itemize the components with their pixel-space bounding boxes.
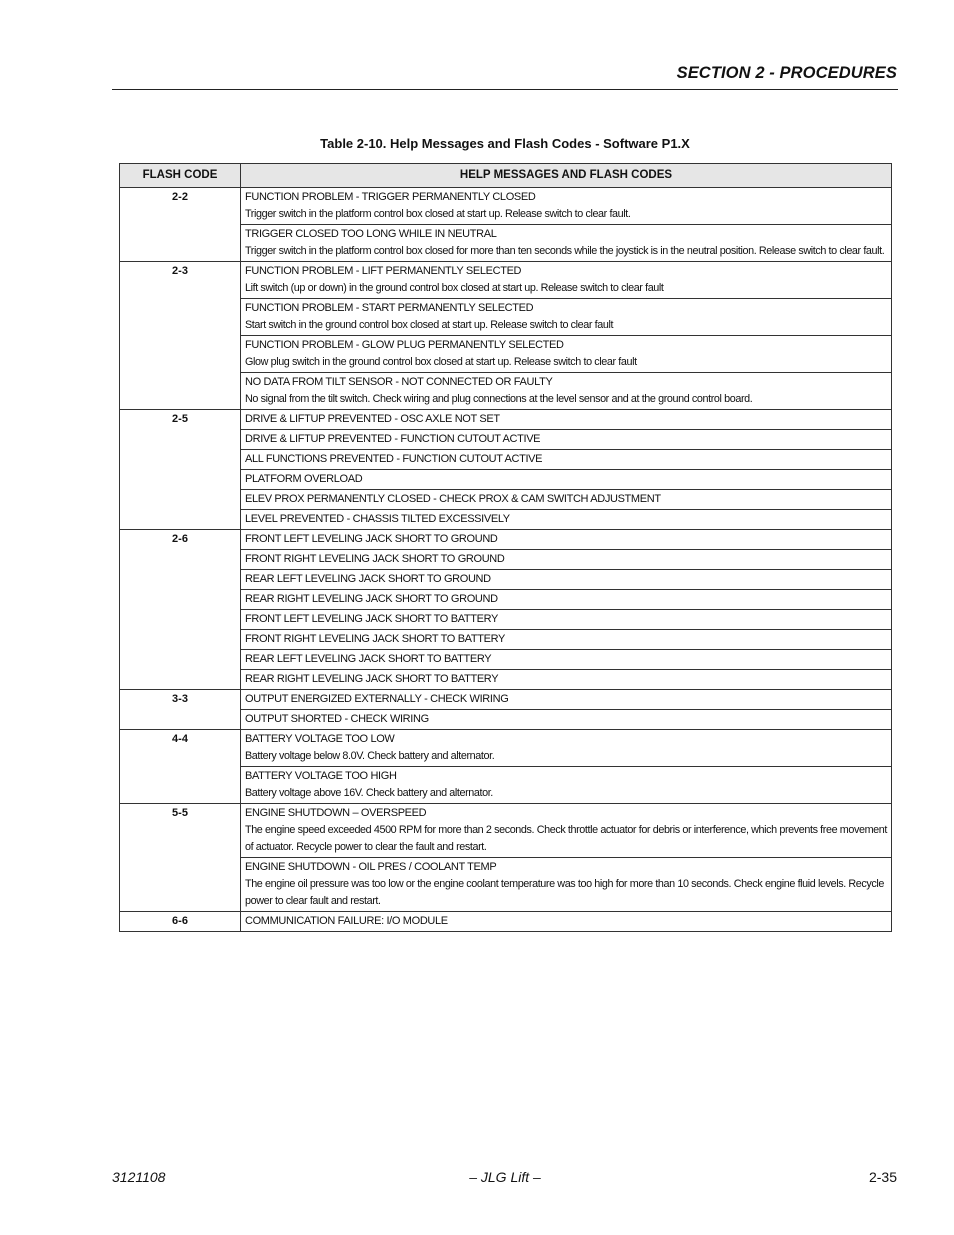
help-message-title: BATTERY VOLTAGE TOO LOW [245,733,395,745]
help-message-title: REAR RIGHT LEVELING JACK SHORT TO BATTERY [245,673,499,685]
help-message-cell [241,804,892,858]
flash-code-cell: 2-2 [120,188,241,262]
help-message-cell [241,550,892,570]
help-message-title: ELEV PROX PERMANENTLY CLOSED - CHECK PROX & CAM SWITCH ADJUSTMENT [245,493,661,505]
help-message-cell [241,610,892,630]
help-message-title: OUTPUT SHORTED - CHECK WIRING [245,713,429,725]
help-message-description: Glow plug switch in the ground control box closed at start up. Release switch to clear fault [245,356,637,368]
help-message-cell [241,570,892,590]
help-message-title: BATTERY VOLTAGE TOO HIGH [245,770,397,782]
help-message-cell [241,299,892,336]
help-message-title: FUNCTION PROBLEM - LIFT PERMANENTLY SELECTED [245,265,522,277]
footer-doc-number: 3121108 [112,1169,166,1185]
help-message-cell [241,912,892,932]
help-message-cell [241,710,892,730]
table-row [120,410,892,430]
help-message-title: PLATFORM OVERLOAD [245,473,363,485]
help-message-title: FUNCTION PROBLEM - START PERMANENTLY SELECTED [245,302,534,314]
flash-code-cell: 6-6 [120,912,241,932]
flash-code-cell: 5-5 [120,804,241,912]
help-message-title: NO DATA FROM TILT SENSOR - NOT CONNECTED OR FAULTY [245,376,553,388]
help-message-cell [241,336,892,373]
help-message-cell [241,225,892,262]
help-message-description: Lift switch (up or down) in the ground control box closed at start up. Release switch to clear fault [245,282,664,294]
help-message-title: REAR LEFT LEVELING JACK SHORT TO GROUND [245,573,491,585]
help-message-description: Trigger switch in the platform control box closed for more than ten seconds while the joystick is in the neutral position. Release switch to clear fault. [245,245,885,257]
help-message-cell [241,730,892,767]
footer-publisher: – JLG Lift – [469,1169,541,1185]
table-row [120,188,892,225]
help-message-cell [241,590,892,610]
help-message-title: FRONT RIGHT LEVELING JACK SHORT TO GROUND [245,553,505,565]
flash-code-cell: 2-5 [120,410,241,530]
table-body [120,188,892,932]
table-row [120,912,892,932]
table-header-row [120,164,892,188]
help-message-title: LEVEL PREVENTED - CHASSIS TILTED EXCESSIVELY [245,513,510,525]
flash-codes-table [119,163,892,932]
column-header-flash-code: FLASH CODE [120,164,241,188]
help-message-title: FUNCTION PROBLEM - TRIGGER PERMANENTLY CLOSED [245,191,536,203]
help-message-title: DRIVE & LIFTUP PREVENTED - OSC AXLE NOT SET [245,413,500,425]
footer-page-number: 2-35 [868,1169,897,1185]
help-message-title: TRIGGER CLOSED TOO LONG WHILE IN NEUTRAL [245,228,497,240]
help-message-title: FRONT LEFT LEVELING JACK SHORT TO GROUND [245,533,498,545]
help-message-cell [241,530,892,550]
help-message-title: COMMUNICATION FAILURE: I/O MODULE [245,915,448,927]
help-message-description: Start switch in the ground control box closed at start up. Release switch to clear fault [245,319,614,331]
help-message-title: FRONT RIGHT LEVELING JACK SHORT TO BATTERY [245,633,505,645]
help-message-cell [241,373,892,410]
flash-code-cell: 3-3 [120,690,241,730]
help-message-cell [241,767,892,804]
help-message-title: ENGINE SHUTDOWN - OIL PRES / COOLANT TEMP [245,861,497,873]
help-message-cell [241,188,892,225]
help-message-description: The engine speed exceeded 4500 RPM for more than 2 seconds. Check throttle actuator for debris or interference, which prevents free movement of actuator. Recycle power to clear the fault and restart. [245,824,887,853]
help-message-title: ENGINE SHUTDOWN – OVERSPEED [245,807,427,819]
help-message-description: No signal from the tilt switch. Check wiring and plug connections at the level sensor and at the ground control board. [245,393,753,405]
help-message-cell [241,410,892,430]
help-message-title: REAR RIGHT LEVELING JACK SHORT TO GROUND [245,593,498,605]
help-message-cell [241,690,892,710]
help-message-description: Battery voltage below 8.0V. Check battery and alternator. [245,750,495,762]
help-message-title: ALL FUNCTIONS PREVENTED - FUNCTION CUTOUT ACTIVE [245,453,543,465]
help-message-cell [241,430,892,450]
help-message-cell [241,630,892,650]
help-message-cell [241,490,892,510]
flash-code-cell: 2-6 [120,530,241,690]
help-message-cell [241,858,892,912]
help-message-description: Trigger switch in the platform control box closed at start up. Release switch to clear fault. [245,208,631,220]
help-message-title: OUTPUT ENERGIZED EXTERNALLY - CHECK WIRING [245,693,509,705]
help-message-title: REAR LEFT LEVELING JACK SHORT TO BATTERY [245,653,492,665]
help-message-cell [241,262,892,299]
help-message-title: FUNCTION PROBLEM - GLOW PLUG PERMANENTLY SELECTED [245,339,564,351]
help-message-title: DRIVE & LIFTUP PREVENTED - FUNCTION CUTOUT ACTIVE [245,433,541,445]
help-message-cell [241,650,892,670]
table-row [120,262,892,299]
help-message-cell [241,670,892,690]
table-title: Table 2-10. Help Messages and Flash Codes - Software P1.X [320,136,690,151]
help-message-description: The engine oil pressure was too low or the engine coolant temperature was too high for more than 10 seconds. Check engine fluid levels. Recycle power to clear fault and restart. [245,878,884,907]
help-message-cell [241,510,892,530]
column-header-help-messages: HELP MESSAGES AND FLASH CODES [241,164,892,188]
table-row [120,690,892,710]
help-message-description: Battery voltage above 16V. Check battery and alternator. [245,787,493,799]
help-message-title: FRONT LEFT LEVELING JACK SHORT TO BATTERY [245,613,498,625]
help-message-cell [241,470,892,490]
header-rule [112,89,898,90]
table-row [120,804,892,858]
section-header: SECTION 2 - PROCEDURES [676,64,897,82]
table-row [120,730,892,767]
table-row [120,530,892,550]
flash-code-cell: 2-3 [120,262,241,410]
flash-code-cell: 4-4 [120,730,241,804]
help-message-cell [241,450,892,470]
